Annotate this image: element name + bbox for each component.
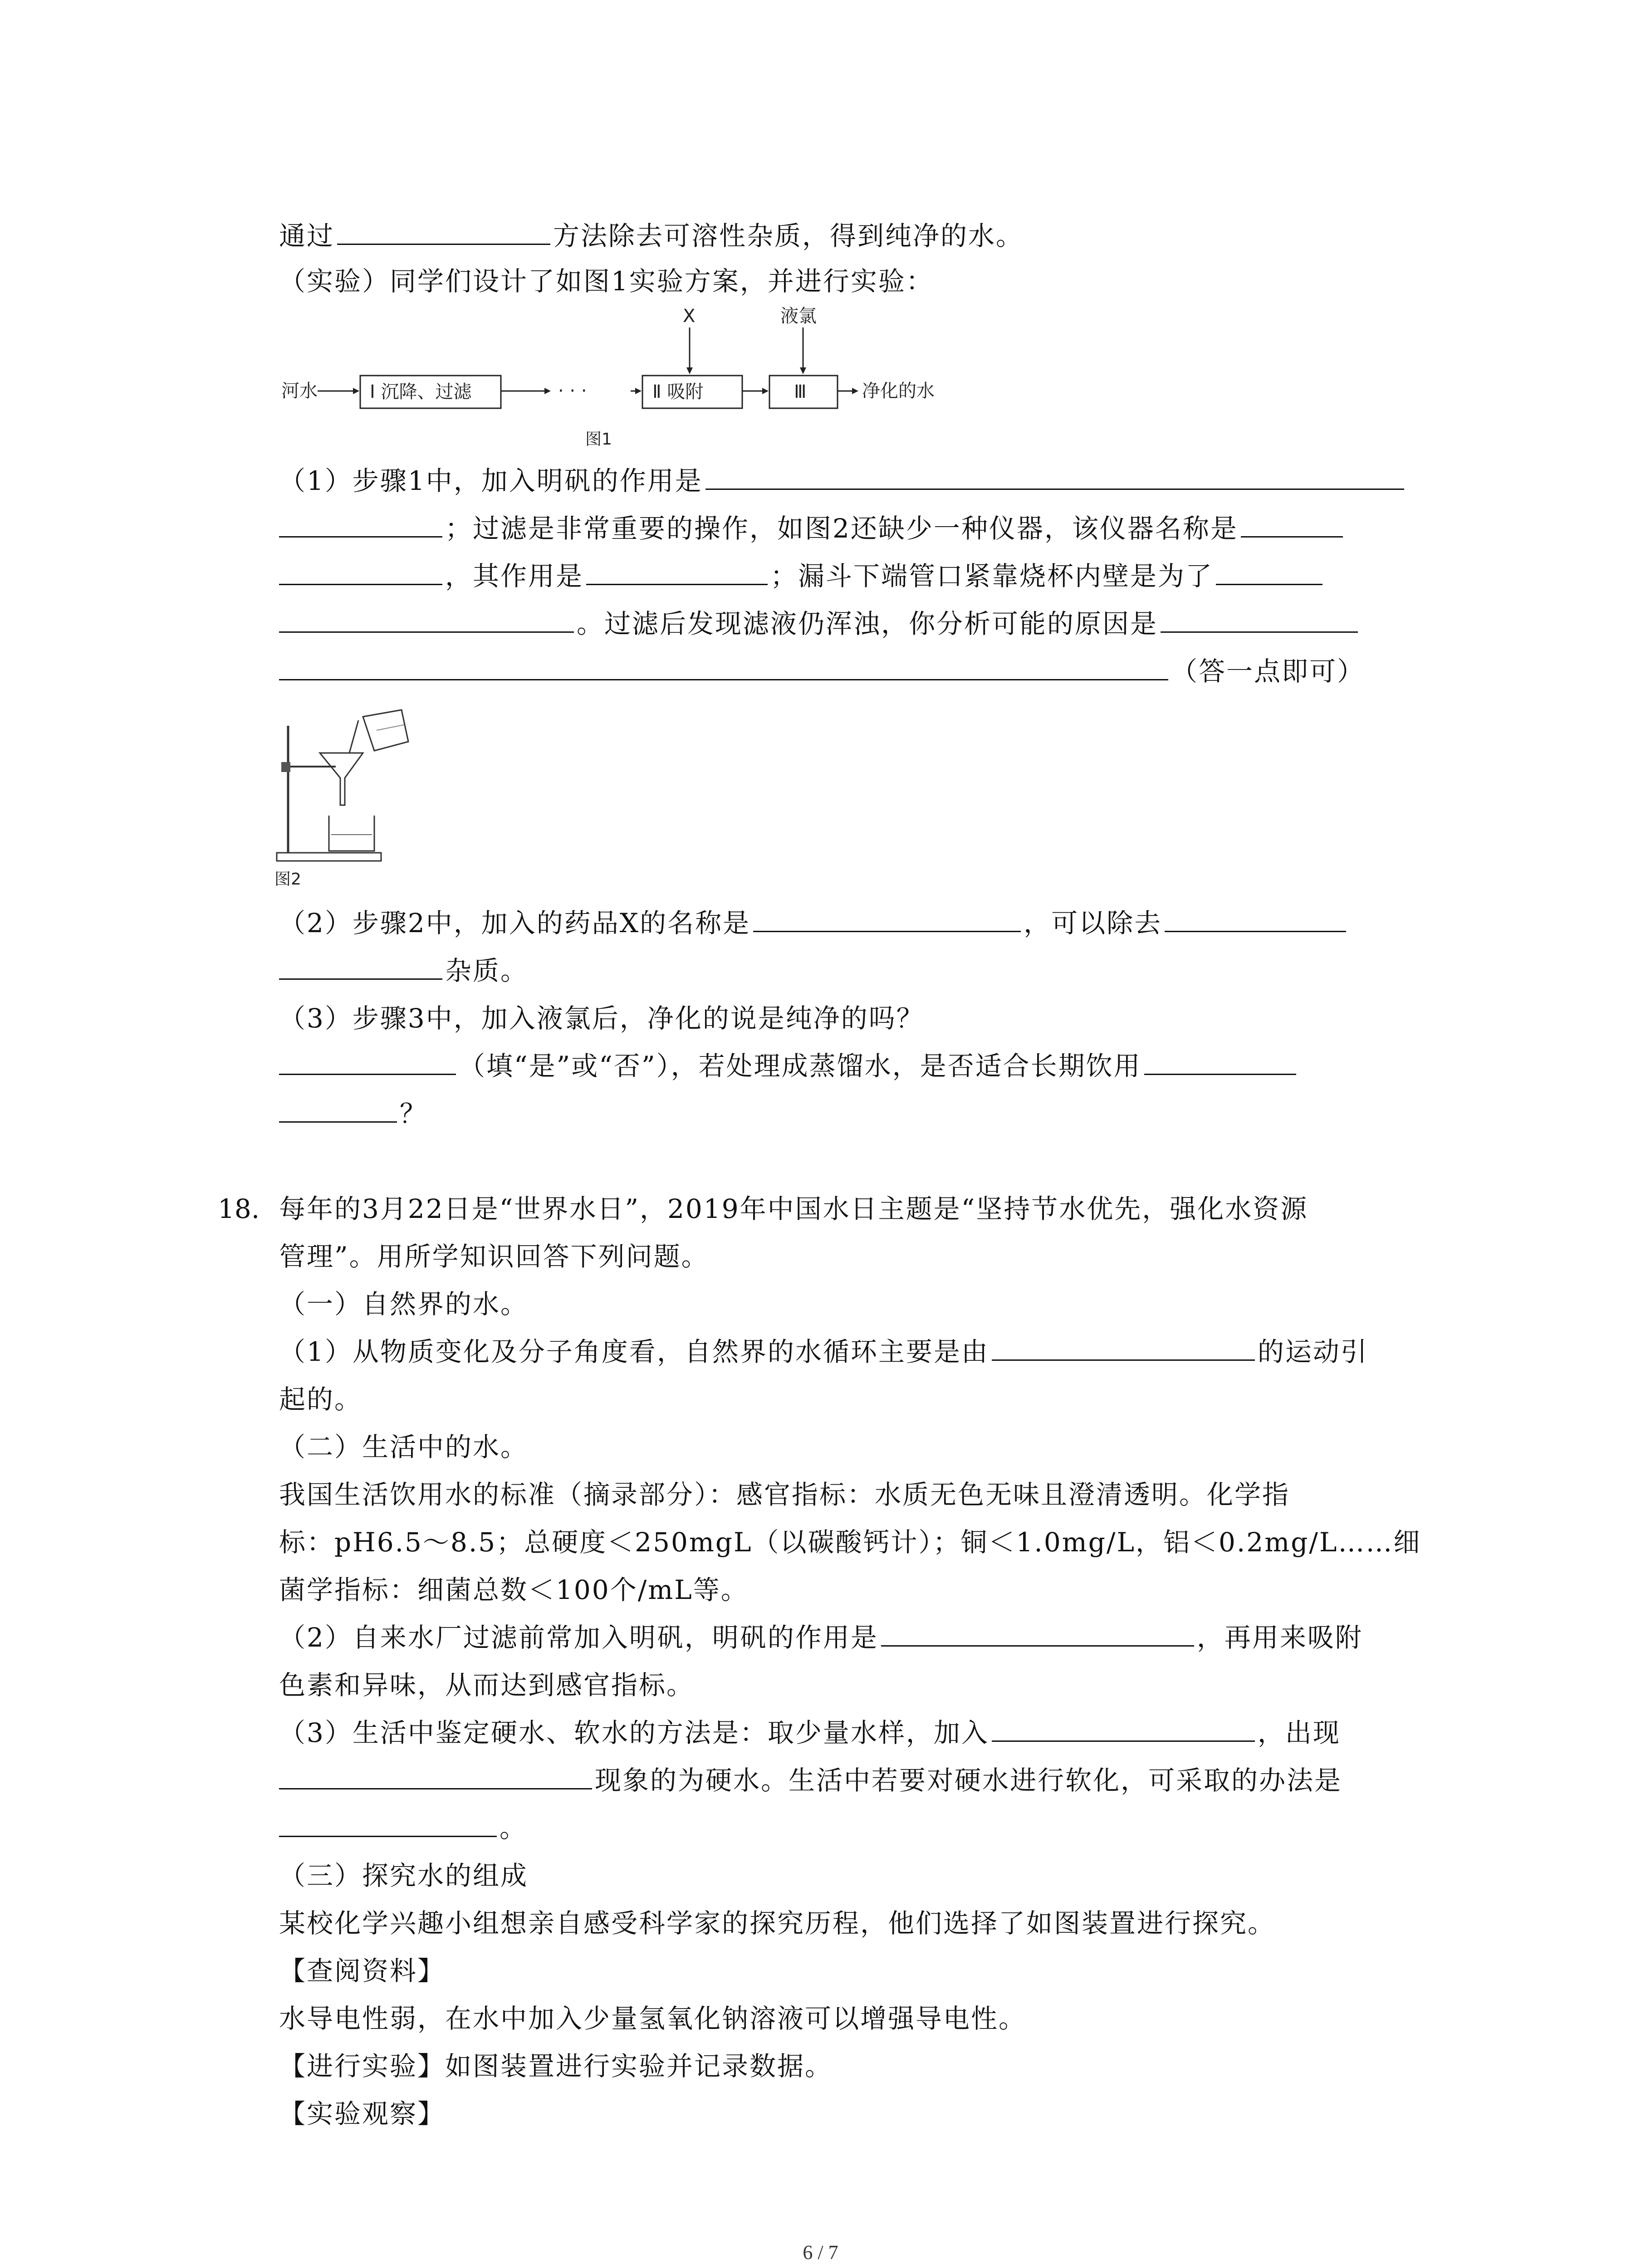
q17-p1-l5 — [279, 649, 1450, 694]
q18-p1c: 起的。 — [279, 1384, 362, 1415]
blank-turbid-reason-cont[interactable] — [279, 651, 1168, 680]
text: 如图装置进行实验并记录数据。 — [445, 2051, 833, 2082]
blank-reagent-x[interactable] — [753, 903, 1021, 932]
flow-reagent-x: X — [683, 306, 696, 327]
flow-reagent-cl: 液氯 — [780, 306, 817, 327]
q17-intro: （实验）同学们设计了如图1实验方案，并进行实验： — [279, 266, 934, 297]
q18-std1: 我国生活饮用水的标准（摘录部分）：感官指标：水质无色无味且澄清透明。化学指 — [279, 1479, 1290, 1510]
text: （2）自来水厂过滤前常加入明矾，明矾的作用是 — [279, 1622, 878, 1653]
q18-p3 — [279, 1710, 1450, 1755]
blank-alum-role-cont[interactable] — [279, 508, 442, 538]
q18-number: 18. — [218, 1193, 260, 1224]
blank-water-cycle[interactable] — [992, 1331, 1255, 1361]
q18-s1: （一）自然界的水。 — [279, 1289, 529, 1320]
text: （1）从物质变化及分子角度看，自然界的水循环主要是由 — [279, 1336, 989, 1367]
q18-p3d — [279, 1805, 1450, 1851]
q17-p2-l2 — [279, 948, 1450, 993]
text: 。 — [500, 1813, 528, 1843]
text: ？ — [400, 1098, 428, 1129]
q18-std3: 菌学指标：细菌总数＜100个/mL等。 — [279, 1574, 749, 1605]
text: 杂质。 — [445, 955, 529, 986]
q17-p1-l3 — [279, 553, 1450, 599]
q18-h3: 【实验观察】 — [279, 2098, 446, 2129]
q18-p3c — [279, 1758, 1450, 1803]
blank-removes[interactable] — [1165, 903, 1346, 932]
q17-p2-l1 — [279, 900, 1450, 946]
blank-method[interactable] — [337, 215, 550, 245]
flow-step1: Ⅰ 沉降、过滤 — [370, 381, 472, 402]
text: （1）步骤1中，加入明矾的作用是 — [279, 465, 703, 496]
text: ，再用来吸附 — [1196, 1622, 1363, 1653]
blank-instrument-use[interactable] — [586, 556, 768, 585]
blank-long-term[interactable] — [1144, 1046, 1296, 1075]
text: （填“是”或“否”），若处理成蒸馏水，是否适合长期饮用 — [459, 1051, 1141, 1081]
blank-softening[interactable] — [279, 1808, 497, 1837]
q17-p1-l2 — [279, 506, 1450, 551]
blank-funnel-purpose-cont[interactable] — [279, 603, 574, 633]
q18-h1: 【查阅资料】 — [279, 1955, 446, 1986]
text: ；过滤是非常重要的操作，如图2还缺少一种仪器，该仪器名称是 — [445, 513, 1238, 544]
blank-alum-role[interactable] — [705, 460, 1404, 490]
blank-alum-effect[interactable] — [881, 1617, 1194, 1647]
q18-h2-line — [279, 2043, 1450, 2089]
figure1-caption: 图1 — [585, 430, 612, 449]
text: ；漏斗下端管口紧靠烧杯内壁是为了 — [770, 561, 1214, 591]
q18-s2: （二）生活中的水。 — [279, 1432, 529, 1462]
section-heading: 【进行实验】 — [279, 2051, 446, 2082]
text: ，出现 — [1257, 1717, 1341, 1748]
blank-phenomenon[interactable] — [279, 1760, 592, 1789]
q18-ref: 水导电性弱，在水中加入少量氢氧化钠溶液可以增强导电性。 — [279, 2003, 1027, 2034]
q17-p3-l3 — [279, 1091, 1450, 1136]
text: （2）步骤2中，加入的药品X的名称是 — [279, 908, 751, 938]
q17-p1-l4 — [279, 601, 1450, 646]
q18-intro: 某校化学兴趣小组想亲自感受科学家的探究历程，他们选择了如图装置进行探究。 — [279, 1908, 1276, 1939]
q17-p3-l1: （3）步骤3中，加入液氯后，净化的说是纯净的吗？ — [279, 1003, 924, 1034]
text: 。过滤后发现滤液仍浑浊，你分析可能的原因是 — [577, 608, 1158, 639]
figure2-caption: 图2 — [274, 870, 301, 889]
blank-pure[interactable] — [279, 1046, 456, 1075]
blank-removes-cont[interactable] — [279, 950, 442, 980]
blank-reagent-hard[interactable] — [992, 1712, 1255, 1742]
figure1-flowchart — [272, 299, 998, 449]
flow-step2: Ⅱ 吸附 — [652, 381, 704, 402]
flow-output: 净化的水 — [862, 381, 935, 401]
q17-p1-l1 — [279, 458, 1450, 503]
q18-std2: 标：pH6.5～8.5；总硬度＜250mgL（以碳酸钙计）；铜＜1.0mg/L，铝＜0.2mg/L……细 — [279, 1527, 1421, 1558]
q18-p2 — [279, 1615, 1450, 1660]
q18-l1: 每年的3月22日是“世界水日”，2019年中国水日主题是“坚持节水优先，强化水资源 — [279, 1193, 1308, 1224]
q18-s3: （三）探究水的组成 — [279, 1860, 529, 1891]
text: 的运动引 — [1257, 1336, 1368, 1367]
q17-p3-l2 — [279, 1043, 1450, 1089]
figure2-filtration — [272, 699, 426, 894]
flow-input: 河水 — [281, 381, 318, 401]
q18-p2c: 色素和异味，从而达到感官指标。 — [279, 1670, 695, 1701]
q18-p1 — [279, 1329, 1450, 1374]
text: ，可以除去 — [1024, 908, 1162, 938]
q17-line0 — [279, 213, 1450, 259]
flow-step3: Ⅲ — [794, 381, 807, 402]
text: ，其作用是 — [445, 561, 584, 591]
blank-instrument[interactable] — [1241, 508, 1343, 538]
q18-l2: 管理”。用所学知识回答下列问题。 — [279, 1241, 709, 1272]
blank-turbid-reason[interactable] — [1161, 603, 1358, 633]
page-number: 6 / 7 — [803, 2241, 838, 2263]
blank-funnel-purpose[interactable] — [1216, 556, 1323, 585]
flow-dots: · · · — [558, 381, 587, 401]
text: （答一点即可） — [1171, 656, 1365, 687]
text: 通过 — [279, 220, 335, 251]
blank-instrument-cont[interactable] — [279, 556, 442, 585]
blank-long-term-cont[interactable] — [279, 1093, 397, 1123]
text: （3）生活中鉴定硬水、软水的方法是：取少量水样，加入 — [279, 1717, 989, 1748]
text: 方法除去可溶性杂质，得到纯净的水。 — [553, 220, 1024, 251]
text: 现象的为硬水。生活中若要对硬水进行软化，可采取的办法是 — [595, 1765, 1342, 1796]
